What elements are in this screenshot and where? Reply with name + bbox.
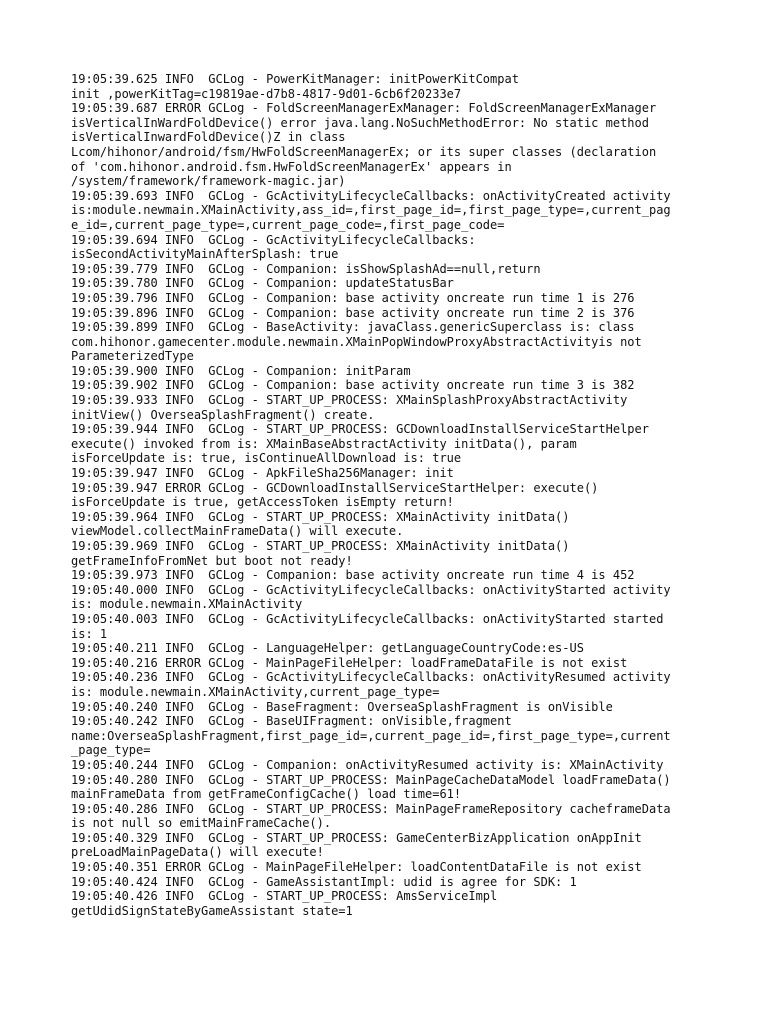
log-line: ParameterizedType: [71, 349, 194, 364]
log-line: getUdidSignStateByGameAssistant state=1: [71, 903, 353, 918]
log-line: name:OverseaSplashFragment,first_page_id=,current_page_id=,first_page_type=,current: [71, 728, 671, 743]
log-line: 19:05:39.969 INFO GCLog - START_UP_PROCESS: XMainActivity initData(): [71, 539, 570, 553]
log-line: 19:05:40.286 INFO GCLog - START_UP_PROCESS: MainPageFrameRepository cacheframeData: [71, 801, 671, 816]
log-line: execute() invoked from is: XMainBaseAbstractActivity initData(), param: [71, 436, 577, 451]
log-line: mainFrameData from getFrameConfigCache() load time=61!: [71, 787, 462, 802]
log-line: 19:05:40.351 ERROR GCLog - MainPageFileHelper: loadContentDataFile is not exist: [71, 860, 642, 875]
log-line: 19:05:40.003 INFO GCLog - GcActivityLifecycleCallbacks: onActivityStarted started: [71, 611, 664, 626]
log-line: Lcom/hihonor/android/fsm/HwFoldScreenManagerEx; or its super classes (declaration: [71, 144, 657, 159]
log-line: 19:05:40.426 INFO GCLog - START_UP_PROCESS: AmsServiceImpl: [71, 889, 498, 904]
log-line: 19:05:39.947 INFO GCLog - ApkFileSha256Manager: init: [71, 466, 454, 481]
log-line: _page_type=: [71, 743, 151, 758]
log-line: 19:05:39.944 INFO GCLog - START_UP_PROCESS: GCDownloadInstallServiceStartHelper: [71, 422, 649, 437]
log-line: 19:05:39.796 INFO GCLog - Companion: base activity oncreate run time 1 is 276: [71, 290, 635, 305]
log-line: com.hihonor.gamecenter.module.newmain.XMainPopWindowProxyAbstractActivityis not: [71, 334, 642, 349]
log-line: is not null so emitMainFrameCache().: [71, 816, 332, 831]
log-line: 19:05:39.625 INFO GCLog - PowerKitManager: initPowerKitCompat: [71, 72, 519, 86]
log-line: is: 1: [71, 626, 108, 641]
log-line: 19:05:40.216 ERROR GCLog - MainPageFileHelper: loadFrameDataFile is not exist: [71, 655, 628, 670]
log-line: 19:05:40.280 INFO GCLog - START_UP_PROCESS: MainPageCacheDataModel loadFrameData(): [71, 772, 671, 787]
log-line: 19:05:39.694 INFO GCLog - GcActivityLifecycleCallbacks:: [71, 232, 476, 247]
log-line: viewModel.collectMainFrameData() will execute.: [71, 524, 404, 539]
log-line: 19:05:40.424 INFO GCLog - GameAssistantImpl: udid is agree for SDK: 1: [71, 874, 577, 889]
log-line: 19:05:39.780 INFO GCLog - Companion: updateStatusBar: [71, 276, 454, 291]
log-line: e_id=,current_page_type=,current_page_code=,first_page_code=: [71, 217, 505, 232]
log-line: 19:05:39.779 INFO GCLog - Companion: isShowSplashAd==null,return: [71, 261, 541, 276]
log-line: is: module.newmain.XMainActivity: [71, 597, 303, 612]
log-document: [71, 72, 703, 918]
log-line: 19:05:39.896 INFO GCLog - Companion: base activity oncreate run time 2 is 376: [71, 305, 635, 320]
log-line: 19:05:40.242 INFO GCLog - BaseUIFragment: onVisible,fragment: [71, 714, 512, 729]
log-line: 19:05:39.947 ERROR GCLog - GCDownloadInstallServiceStartHelper: execute(): [71, 480, 599, 495]
log-line: preLoadMainPageData() will execute!: [71, 845, 324, 860]
log-line: 19:05:40.329 INFO GCLog - START_UP_PROCESS: GameCenterBizApplication onAppInit: [71, 830, 642, 845]
log-line: of 'com.hihonor.android.fsm.HwFoldScreenManagerEx' appears in: [71, 159, 512, 174]
log-line: 19:05:39.900 INFO GCLog - Companion: initParam: [71, 363, 411, 378]
log-line: 19:05:39.973 INFO GCLog - Companion: base activity oncreate run time 4 is 452: [71, 568, 635, 583]
log-line: 19:05:39.693 INFO GCLog - GcActivityLifecycleCallbacks: onActivityCreated activity: [71, 188, 671, 203]
log-line: getFrameInfoFromNet but boot not ready!: [71, 553, 353, 568]
log-line: isVerticalInwardFoldDevice()Z in class: [71, 130, 346, 145]
log-line: 19:05:39.902 INFO GCLog - Companion: base activity oncreate run time 3 is 382: [71, 378, 635, 393]
log-line: 19:05:39.899 INFO GCLog - BaseActivity: javaClass.genericSuperclass is: class: [71, 320, 635, 335]
log-line: 19:05:39.687 ERROR GCLog - FoldScreenManagerExManager: FoldScreenManagerExManager: [71, 101, 657, 116]
log-line: 19:05:39.964 INFO GCLog - START_UP_PROCESS: XMainActivity initData(): [71, 509, 570, 524]
log-line: 19:05:40.240 INFO GCLog - BaseFragment: OverseaSplashFragment is onVisible: [71, 699, 613, 714]
log-line: 19:05:40.000 INFO GCLog - GcActivityLifecycleCallbacks: onActivityStarted activity: [71, 582, 671, 597]
log-line: /system/framework/framework-magic.jar): [71, 174, 346, 189]
log-line: is: module.newmain.XMainActivity,current_page_type=: [71, 684, 440, 699]
log-line: init ,powerKitTag=c19819ae-d7b8-4817-9d01-6cb6f20233e7: [71, 86, 462, 101]
log-line: is:module.newmain.XMainActivity,ass_id=,first_page_id=,first_page_type=,current_pag: [71, 203, 671, 218]
log-line: isSecondActivityMainAfterSplash: true: [71, 247, 339, 262]
log-line: isForceUpdate is true, getAccessToken isEmpty return!: [71, 495, 454, 510]
log-line: 19:05:40.211 INFO GCLog - LanguageHelper: getLanguageCountryCode:es-US: [71, 641, 584, 656]
log-line: initView() OverseaSplashFragment() create.: [71, 407, 375, 422]
log-line: isVerticalInWardFoldDevice() error java.lang.NoSuchMethodError: No static method: [71, 115, 649, 130]
log-line: 19:05:40.236 INFO GCLog - GcActivityLifecycleCallbacks: onActivityResumed activity: [71, 670, 671, 685]
log-line: 19:05:40.244 INFO GCLog - Companion: onActivityResumed activity is: XMainActivity: [71, 757, 664, 772]
log-line: isForceUpdate is: true, isContinueAllDownload is: true: [71, 451, 462, 466]
log-line: 19:05:39.933 INFO GCLog - START_UP_PROCESS: XMainSplashProxyAbstractActivity: [71, 393, 628, 408]
